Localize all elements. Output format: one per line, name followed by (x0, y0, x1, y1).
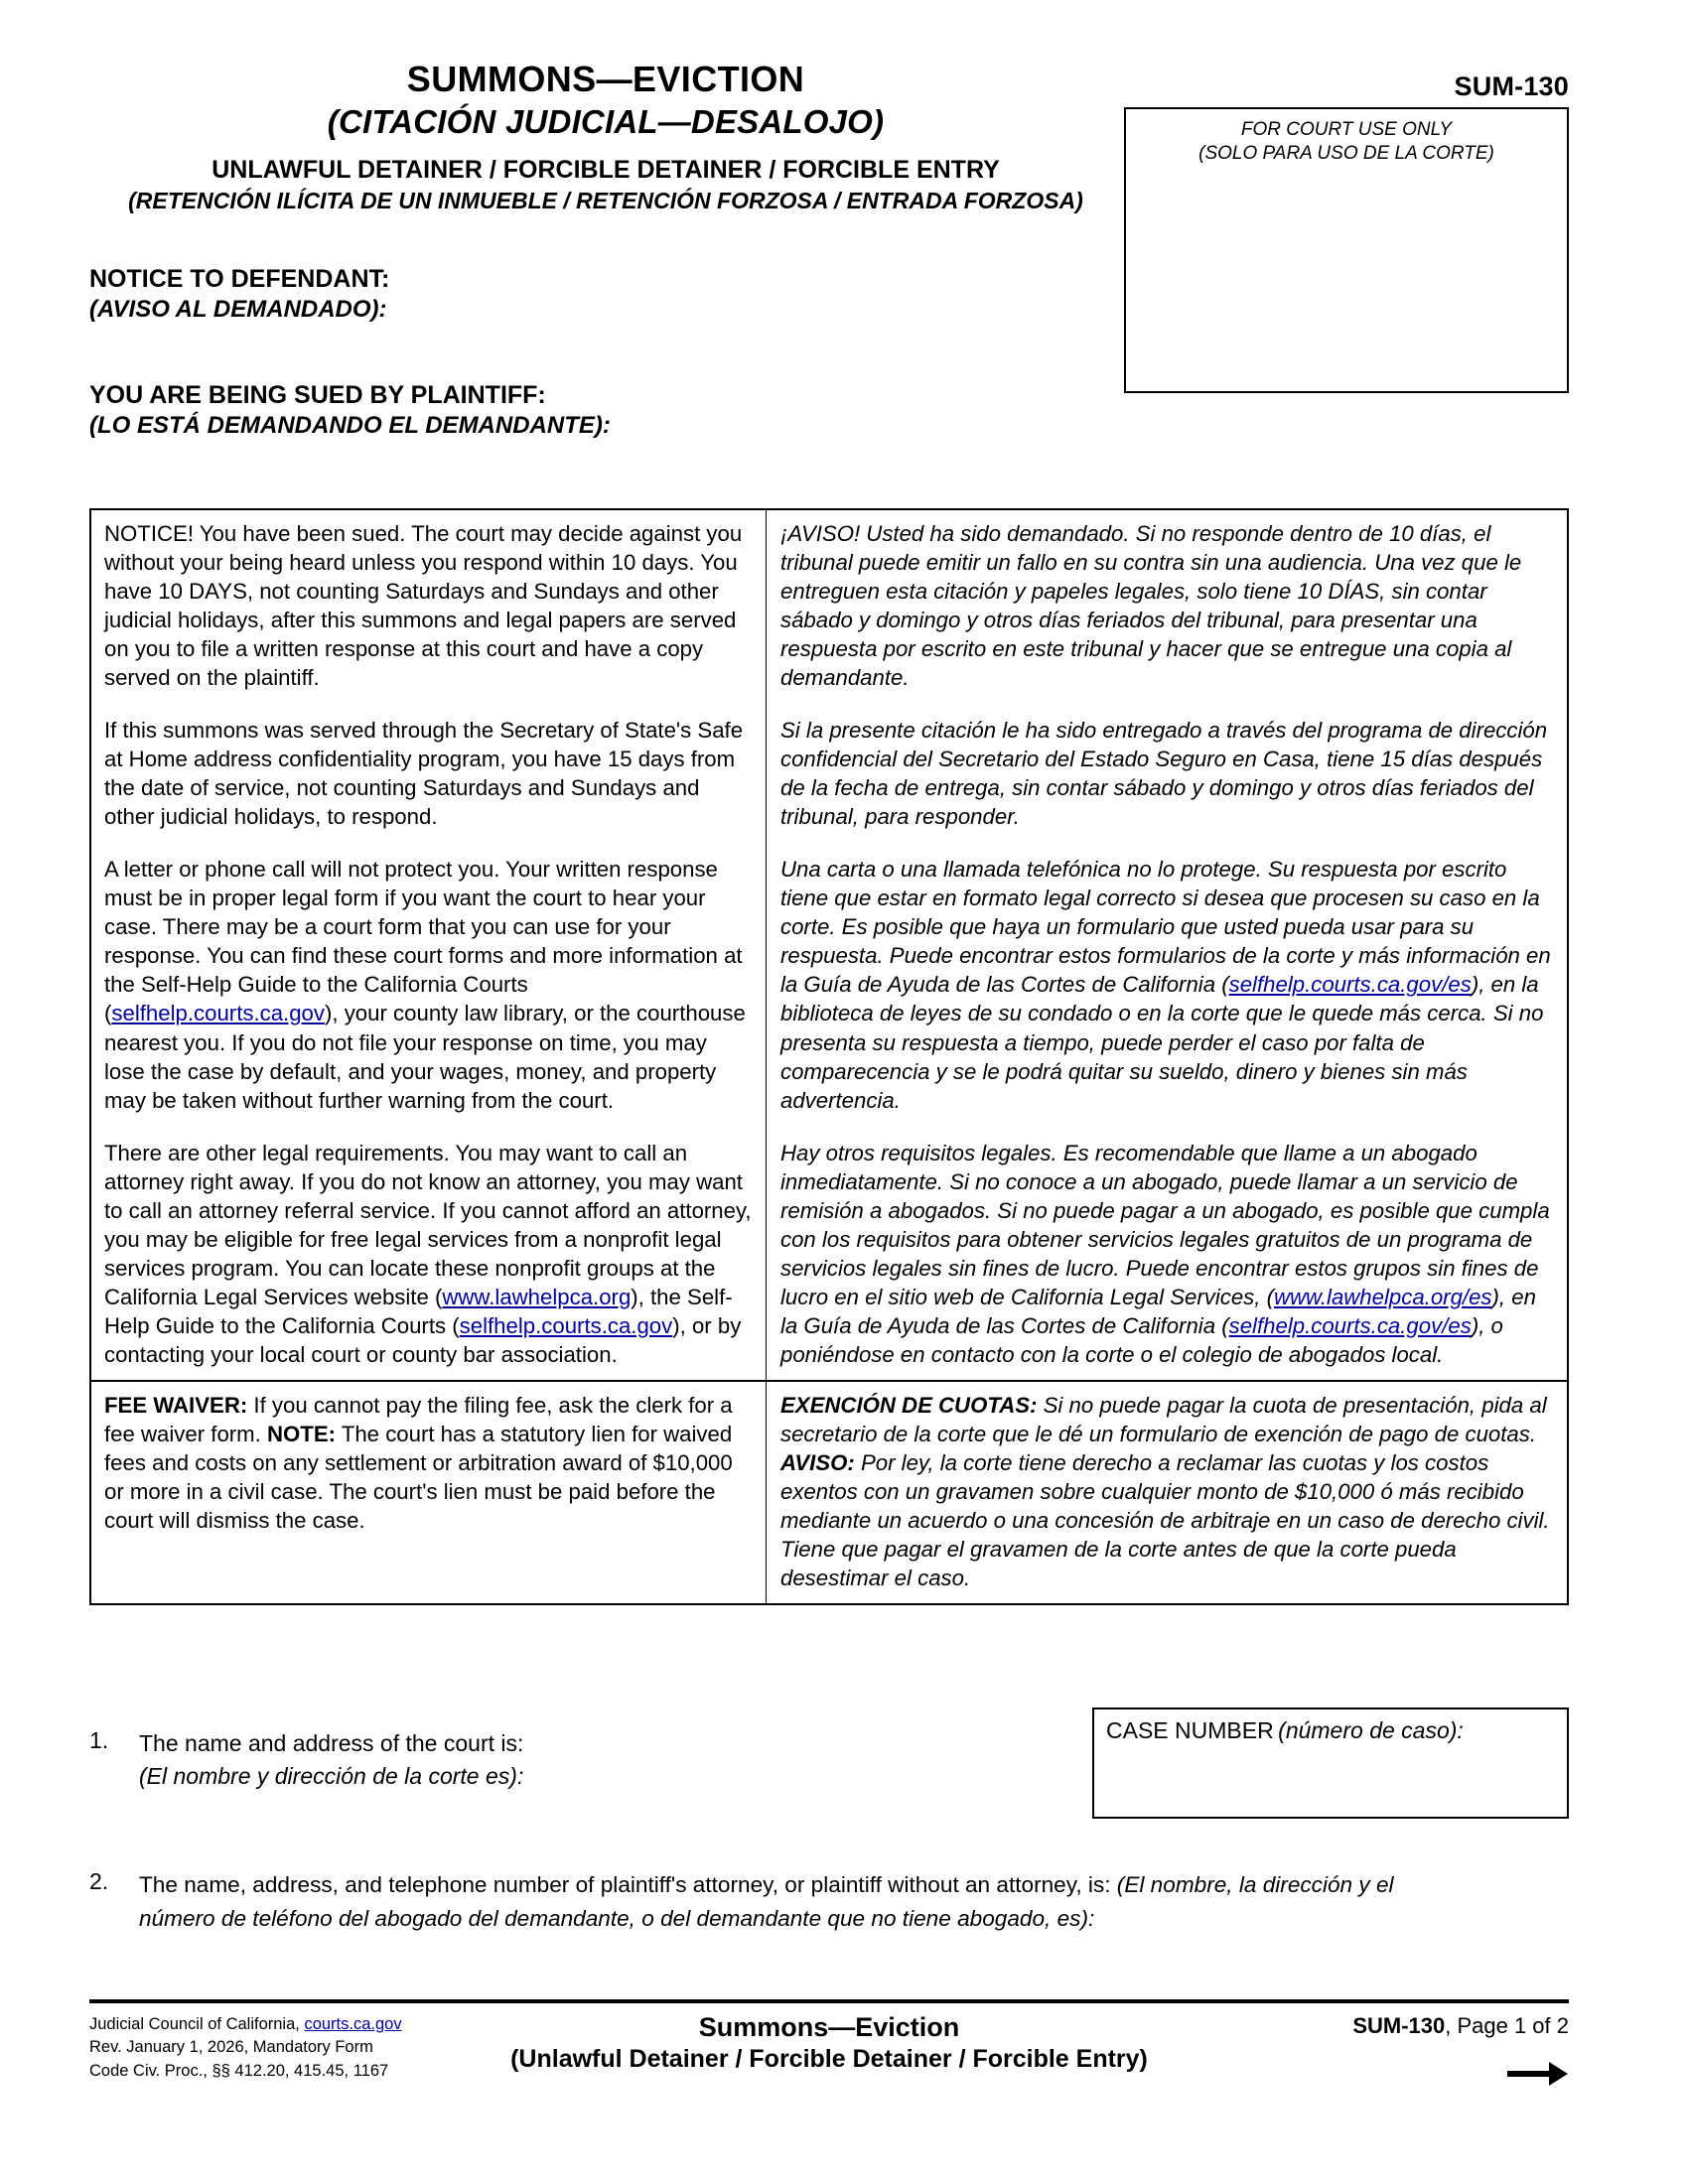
item-2-attorney-info (89, 1868, 1569, 1937)
sued-by-plaintiff-block (89, 379, 611, 442)
notice-to-defendant-label-en: NOTICE TO DEFENDANT: (89, 265, 390, 293)
footer-page-label: , Page 1 of 2 (1445, 2013, 1569, 2038)
notice-to-defendant-block (89, 263, 389, 326)
form-header (89, 60, 1569, 477)
notice-es-paragraph-1: ¡AVISO! Usted ha sido demandado. Si no responde dentro de 10 días, el tribunal puede emitir un fallo en su contra sin una audiencia. Una vez que le entreguen esta citación y papeles legales, solo tiene 10 DÍAS, sin contar sábado y domingo y otros días feriados del tribunal, para presentar una respuesta por escrito en este tribunal y hacer que se entregue una copia al demandante. (780, 521, 1522, 691)
notice-column-spanish (767, 510, 1567, 1380)
notice-table (89, 508, 1569, 1605)
footer-title-block (89, 2011, 1569, 2075)
notice-en-paragraph-2: If this summons was served through the Secretary of State's Safe at Home address confidentiality program, you have 15 days from the date of service, not counting Saturdays and Sundays and other judicial holidays, to respond. (104, 718, 744, 830)
notice-en-p4-text-c: ), or by contacting your local court or county bar association. (104, 1312, 742, 1367)
court-use-label-es: (SOLO PARA USO DE LA CORTE) (1198, 143, 1494, 165)
lawhelpca-link-es[interactable]: www.lawhelpca.org/es (1274, 1284, 1492, 1309)
footer-form-number: SUM-130 (1352, 2013, 1446, 2038)
footer-council-text: Judicial Council of California, (89, 2015, 305, 2033)
notice-es-paragraph-2: Si la presente citación le ha sido entregado a través del programa de dirección confidencial del Secretario del Estado Seguro en Casa, tiene 15 días después de la fecha de entrega, sin contar sábado y domingo y otros días feriados del tribunal, para responder. (780, 718, 1548, 830)
fee-waiver-es-text-b: Por ley, la corte tiene derecho a reclamar las cuotas y los costos exentos con un gravamen sobre cualquier monto de $10,000 ó más recibido mediante un acuerdo o una concesión de arbitraje en un caso de derecho civil. Tiene que pagar el gravamen de la corte antes de que la corte pueda desestimar el caso. (780, 1449, 1550, 1591)
notice-es-p3-text-a: Una carta o una llamada telefónica no lo protege. Su respuesta por escrito tiene que estar en formato legal correcto si desea que procesen su caso en la corte. Es posible que haya un formulario que usted pueda usar para su respuesta. Puede encontrar estos formularios de la corte y más información en la Guía de Ayuda de las Cortes de California ( (780, 857, 1551, 998)
selfhelp-courts-link-es-1[interactable]: selfhelp.courts.ca.gov/es (1228, 972, 1472, 998)
court-use-label-en: FOR COURT USE ONLY (1240, 119, 1453, 140)
sued-by-label-en: YOU ARE BEING SUED BY PLAINTIFF: (89, 381, 546, 409)
courts-ca-gov-link[interactable]: courts.ca.gov (304, 2015, 402, 2033)
footer-revision-line: Rev. January 1, 2026, Mandatory Form (89, 2038, 373, 2057)
for-court-use-only-box[interactable] (1124, 107, 1569, 393)
notice-es-p4-text-b: ), en la Guía de Ayuda de las Cortes de California ( (780, 1284, 1536, 1338)
notice-es-p3-text-b: ), en la biblioteca de leyes de su condado o en la corte que le quede más cerca. Si no presenta su respuesta a tiempo, puede perder el caso por falta de comparecencia y se le podrá quitar su sueldo, dinero y bienes sin más advertencia. (780, 972, 1544, 1113)
item-1-label-en: The name and address of the court is: (139, 1730, 524, 1756)
notice-es-paragraph-4 (780, 1139, 1554, 1369)
item-1-court-name-address (89, 1727, 1072, 1792)
subtitle-english: UNLAWFUL DETAINER / FORCIBLE DETAINER / FORCIBLE ENTRY (211, 156, 1000, 185)
fee-waiver-note-label-en: NOTE: (267, 1421, 337, 1446)
lawhelpca-link-en[interactable]: www.lawhelpca.org (442, 1284, 632, 1309)
fee-waiver-note-label-es: AVISO: (780, 1449, 855, 1475)
fee-waiver-label-es: EXENCIÓN DE CUOTAS: (780, 1392, 1038, 1418)
footer-title: Summons—Eviction (698, 2012, 960, 2042)
form-number-top: SUM-130 (1454, 71, 1569, 101)
page-title (89, 60, 1122, 215)
footer-subtitle: (Unlawful Detainer / Forcible Detainer / Forcible Entry) (510, 2045, 1148, 2074)
fee-waiver-en-text-b: The court has a statutory lien for waived fees and costs on any settlement or arbitration award of $10,000 or more in a civil case. The court's lien must be paid before the court will dismiss the case. (104, 1421, 733, 1533)
case-number-box[interactable] (1092, 1707, 1569, 1819)
next-page-arrow-icon (1352, 2057, 1569, 2097)
selfhelp-courts-link-es-2[interactable]: selfhelp.courts.ca.gov/es (1228, 1312, 1472, 1338)
notice-en-paragraph-3 (104, 855, 753, 1114)
notice-en-paragraph-1: NOTICE! You have been sued. The court may decide against you without your being heard unless you respond within 10 days. You have 10 DAYS, not counting Saturdays and Sundays and other judicial holidays, after this summons and legal papers are served on you to file a written response at this court and have a copy served on the plaintiff. (104, 521, 743, 691)
fee-waiver-en-text-a: If you cannot pay the filing fee, ask the clerk for a fee waiver form. (104, 1392, 733, 1446)
item-2-label-en: The name, address, and telephone number of plaintiff's attorney, or plaintiff without an attorney, is: (139, 1872, 1111, 1897)
item-2-label-es-line2: número de teléfono del abogado del demandante, o del demandante que no tiene abogado, es): (139, 1906, 1095, 1932)
footer-divider (89, 1999, 1569, 2003)
subtitle-spanish: (RETENCIÓN ILÍCITA DE UN INMUEBLE / RETENCIÓN FORZOSA / ENTRADA FORZOSA) (128, 188, 1083, 214)
footer-code-line: Code Civ. Proc., §§ 412.20, 415.45, 1167 (89, 2061, 389, 2080)
notice-main-row (91, 510, 1567, 1382)
notice-to-defendant-label-es: (AVISO AL DEMANDADO): (89, 296, 387, 323)
notice-en-paragraph-4 (104, 1139, 753, 1369)
form-footer (89, 2011, 1569, 2130)
sued-by-label-es: (LO ESTÁ DEMANDANDO EL DEMANDANTE): (89, 412, 611, 439)
fee-waiver-label-en: FEE WAIVER: (104, 1392, 248, 1418)
selfhelp-courts-link-en-1[interactable]: selfhelp.courts.ca.gov (111, 1001, 325, 1026)
notice-en-p4-text-b: ), the Self-Help Guide to the California Courts ( (104, 1284, 733, 1338)
item-2-label-es-inline: (El nombre, la dirección y el (1110, 1872, 1394, 1897)
notice-en-p4-text-a: There are other legal requirements. You may want to call an attorney right away. If you do not know an attorney, you may want to call an attorney referral service. If you cannot afford an attorney, you may be eligible for free legal services from a nonprofit legal services program. You can locate these nonprofit groups at the California Legal Services website ( (104, 1140, 752, 1309)
fee-waiver-es-paragraph (780, 1391, 1554, 1592)
footer-page-info (1352, 2013, 1569, 2097)
case-number-label-es: (número de caso): (1278, 1717, 1464, 1743)
fee-waiver-row (91, 1382, 1567, 1603)
fee-waiver-column-spanish (767, 1382, 1567, 1603)
item-1-label-es: (El nombre y dirección de la corte es): (139, 1762, 524, 1789)
notice-es-p4-text-a: Hay otros requisitos legales. Es recomendable que llame a un abogado inmediatamente. Si no conoce a un abogado, puede llamar a un servicio de remisión a abogados. Si no puede pagar a un abogado, es posible que cumpla con los requisitos para obtener servicios legales gratuitos de un programa de servicios legales sin fines de lucro. Puede encontrar estos grupos sin fines de lucro en el sitio web de California Legal Services, ( (780, 1140, 1550, 1309)
selfhelp-courts-link-en-2[interactable]: selfhelp.courts.ca.gov (459, 1312, 673, 1338)
notice-en-p3-text-a: A letter or phone call will not protect you. Your written response must be in proper legal form if you want the court to hear your case. There may be a court form that you can use for your response. You can find these court forms and more information at the Self-Help Guide to the California Courts ( (104, 857, 743, 1026)
fee-waiver-en-paragraph (104, 1391, 753, 1535)
title-spanish: (CITACIÓN JUDICIAL—DESALOJO) (327, 103, 885, 141)
fee-waiver-es-text-a: Si no puede pagar la cuota de presentación, pida al secretario de la corte que le dé un formulario de exención de pago de cuotas. (780, 1392, 1547, 1446)
item-2-number: 2. (89, 1868, 109, 1894)
fee-waiver-column-english (91, 1382, 767, 1603)
case-number-label-en: CASE NUMBER (1106, 1717, 1274, 1743)
notice-column-english (91, 510, 767, 1380)
notice-es-paragraph-3 (780, 855, 1554, 1114)
title-english: SUMMONS—EVICTION (406, 59, 805, 99)
notice-en-p3-text-b: ), your county law library, or the courthouse nearest you. If you do not file your response on time, you may lose the case by default, and your wages, money, and property may be taken without further warning from the court. (104, 1001, 746, 1113)
item-1-number: 1. (89, 1727, 109, 1753)
notice-es-p4-text-c: ), o poniéndose en contacto con la corte o el colegio de abogados local. (780, 1312, 1503, 1367)
